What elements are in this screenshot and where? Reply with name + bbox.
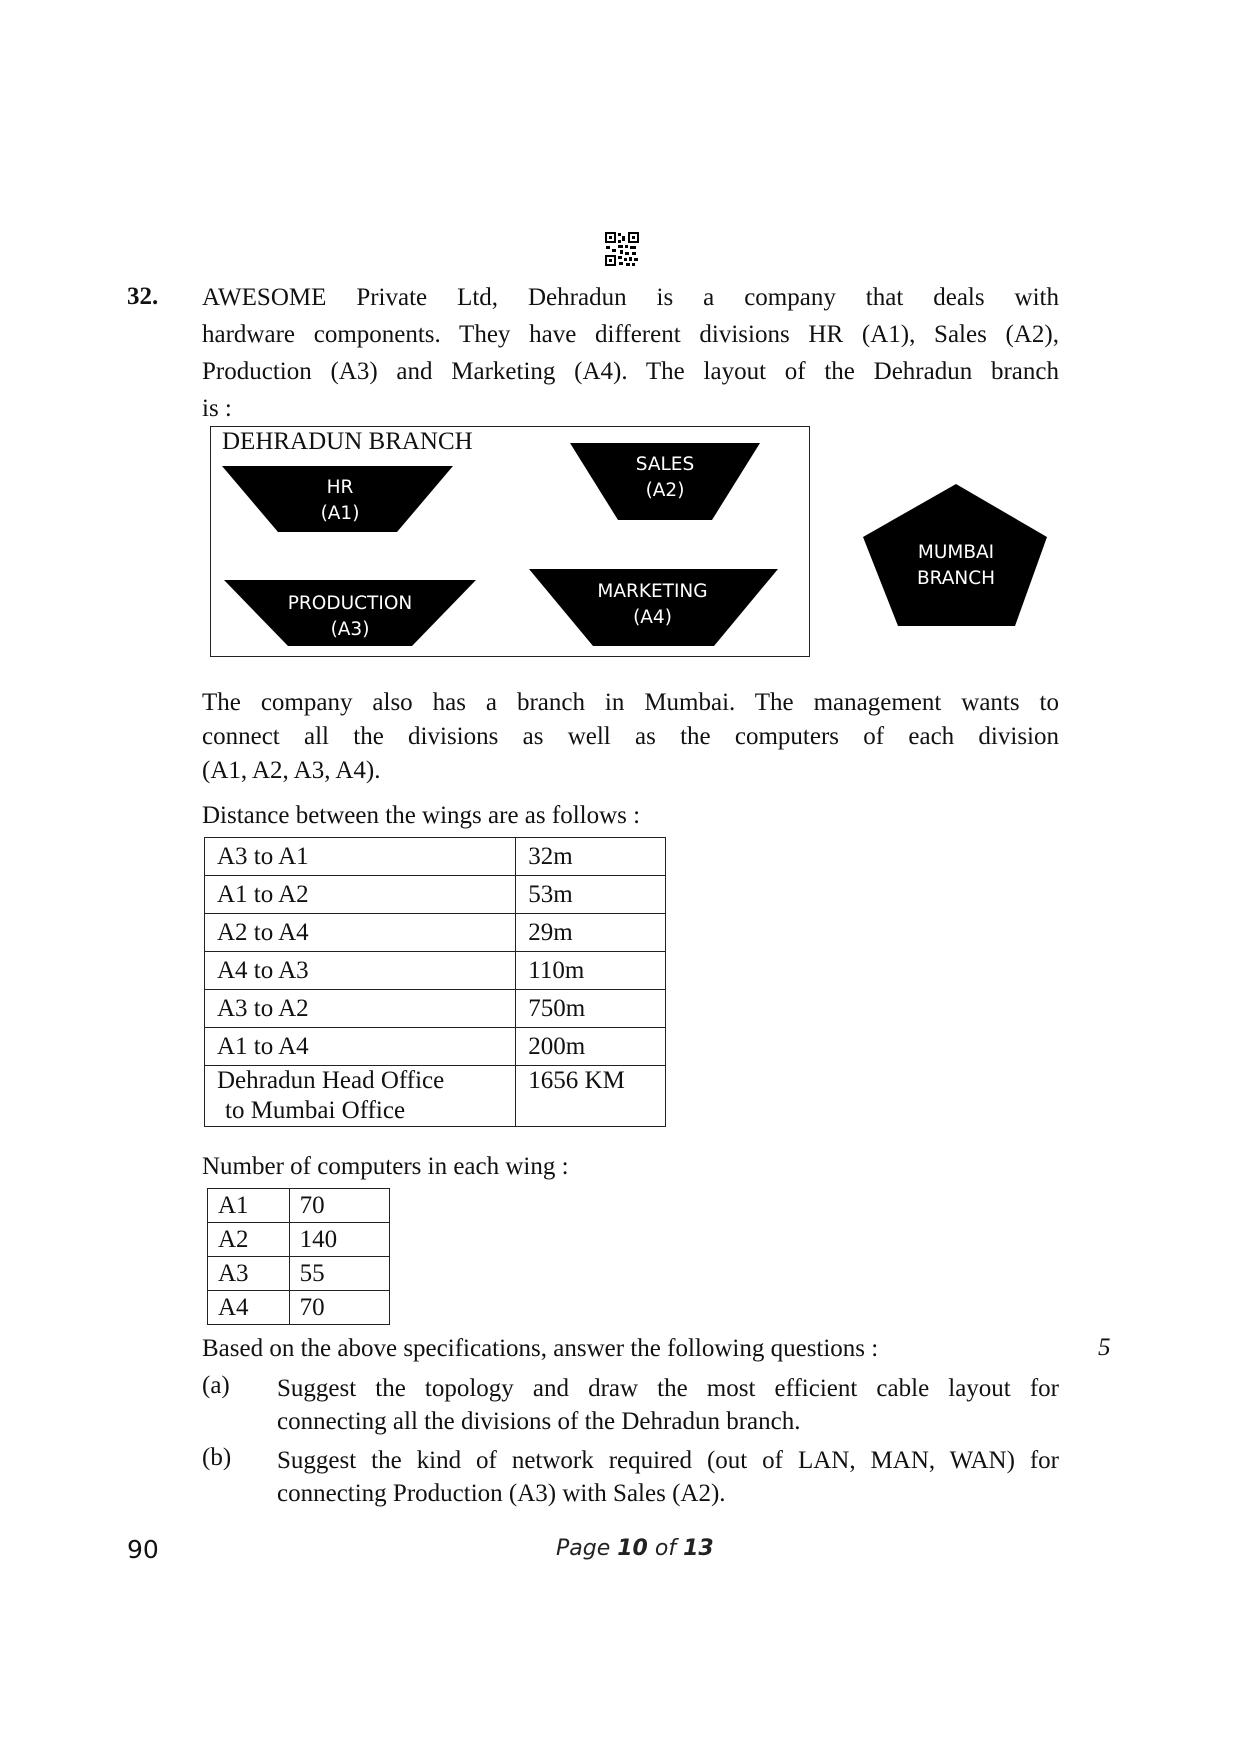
distance-value: 750m (516, 990, 666, 1028)
computer-count: 70 (289, 1189, 389, 1223)
computers-table (207, 1188, 390, 1325)
wing-code: A1 (208, 1189, 290, 1223)
computer-count: 140 (289, 1223, 389, 1257)
question-number: 32. (127, 283, 159, 310)
wing-code: A4 (208, 1291, 290, 1325)
intro-line: Production (A3) and Marketing (A4). The layout of the Dehradun branch (202, 358, 1059, 385)
sub-question-b (277, 1444, 1059, 1510)
production-wing-label (275, 591, 425, 643)
distance-value: 1656 KM (516, 1066, 666, 1127)
marketing-code: (A4) (633, 607, 672, 628)
table-row (208, 1257, 390, 1291)
distance-heading: Distance between the wings are as follows : (202, 802, 641, 829)
mumbai-name: MUMBAI (917, 542, 995, 563)
table-row (208, 1291, 390, 1325)
distance-pair: A2 to A4 (205, 914, 516, 952)
page-of: of (654, 1536, 677, 1561)
sub-question-label: (a) (202, 1372, 230, 1399)
based-on-text: Based on the above specifications, answer the following questions : (202, 1335, 879, 1362)
table-row (205, 914, 666, 952)
page-indicator (556, 1536, 714, 1561)
production-code: (A3) (330, 619, 370, 640)
computer-count: 55 (289, 1257, 389, 1291)
sub-question-line: connecting Production (A3) with Sales (A2). (277, 1480, 726, 1507)
mumbai-line: The company also has a branch in Mumbai. The management wants to (202, 689, 1059, 716)
sub-question-line: Suggest the topology and draw the most efficient cable layout for (277, 1375, 1059, 1402)
distance-value: 32m (516, 838, 666, 876)
marketing-wing-label (580, 579, 725, 631)
computer-count: 70 (289, 1291, 389, 1325)
intro-line: is : (202, 395, 232, 422)
sales-name: SALES (635, 454, 695, 475)
distance-pair: A4 to A3 (205, 952, 516, 990)
mumbai-line: connect all the divisions as well as the computers of each division (202, 723, 1059, 750)
distance-value: 29m (516, 914, 666, 952)
table-row (205, 838, 666, 876)
hr-code: (A1) (320, 503, 360, 524)
distance-pair-line: Dehradun Head Office (217, 1067, 445, 1094)
table-row (208, 1189, 390, 1223)
hr-wing-label (290, 475, 390, 527)
distance-pair: A3 to A1 (205, 838, 516, 876)
page-current: 10 (617, 1536, 648, 1561)
sales-wing-label (615, 452, 715, 504)
sub-question-line: connecting all the divisions of the Dehradun branch. (277, 1408, 801, 1435)
table-row (205, 952, 666, 990)
sub-question-line: Suggest the kind of network required (out of LAN, MAN, WAN) for (277, 1447, 1059, 1474)
hr-name: HR (326, 477, 354, 498)
page-total: 13 (683, 1536, 714, 1561)
distance-pair: A1 to A2 (205, 876, 516, 914)
marketing-name: MARKETING (597, 581, 708, 602)
table-row (205, 1028, 666, 1066)
mumbai-branch-label (895, 540, 1017, 592)
table-row (205, 1066, 666, 1127)
distance-pair: A3 to A2 (205, 990, 516, 1028)
distance-pair (205, 1066, 516, 1127)
distance-pair-line: to Mumbai Office (225, 1097, 406, 1124)
mumbai-paragraph (202, 686, 1059, 788)
table-row (208, 1223, 390, 1257)
distance-value: 200m (516, 1028, 666, 1066)
wing-code: A3 (208, 1257, 290, 1291)
page-word: Page (556, 1536, 611, 1561)
distance-value: 53m (516, 876, 666, 914)
table-row (205, 990, 666, 1028)
intro-line: AWESOME Private Ltd, Dehradun is a company that deals with (202, 284, 1059, 311)
production-name: PRODUCTION (287, 593, 413, 614)
sub-question-label: (b) (202, 1444, 232, 1471)
distance-pair: A1 to A4 (205, 1028, 516, 1066)
mumbai-line: (A1, A2, A3, A4). (202, 757, 381, 784)
paper-code: 90 (127, 1535, 159, 1564)
wing-code: A2 (208, 1223, 290, 1257)
computers-heading: Number of computers in each wing : (202, 1153, 569, 1180)
mumbai-branch-word: BRANCH (916, 568, 996, 589)
sales-code: (A2) (645, 480, 685, 501)
intro-line: hardware components. They have different divisions HR (A1), Sales (A2), (202, 321, 1059, 348)
distance-value: 110m (516, 952, 666, 990)
distance-table (204, 837, 666, 1127)
sub-question-a (277, 1372, 1059, 1438)
marks: 5 (1098, 1334, 1111, 1361)
dehradun-branch-title: DEHRADUN BRANCH (222, 428, 473, 455)
table-row (205, 876, 666, 914)
